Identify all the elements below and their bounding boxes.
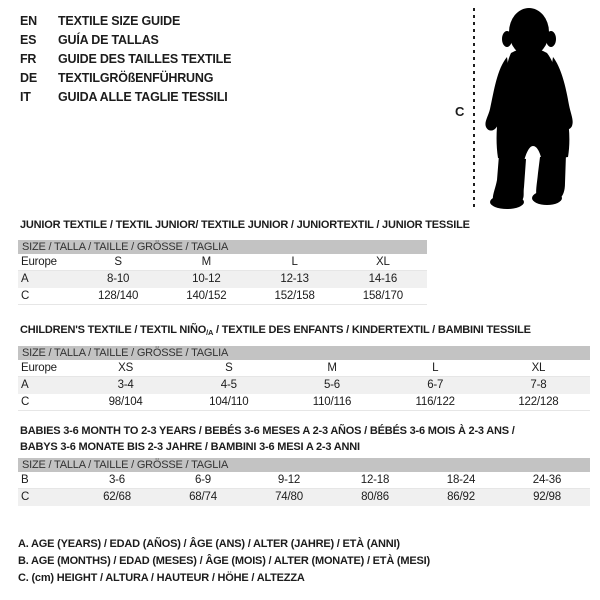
size-cell: 12-18 — [360, 474, 390, 486]
junior-table-title: JUNIOR TEXTILE / TEXTIL JUNIOR/ TEXTILE JUNIOR / JUNIORTEXTIL / JUNIOR TESSILE — [20, 219, 470, 231]
language-row-de — [20, 69, 231, 88]
size-cell: L — [432, 362, 439, 374]
size-cell: 6-9 — [194, 474, 212, 486]
size-cell: XL — [531, 362, 546, 374]
language-title: GUIDA ALLE TAGLIE TESSILI — [58, 90, 228, 104]
size-cell: 4-5 — [220, 379, 237, 391]
babies-table-title — [20, 423, 515, 455]
size-cell: 128/140 — [98, 290, 139, 302]
language-title: GUÍA DE TALLAS — [58, 33, 159, 47]
language-row-fr — [20, 50, 231, 69]
size-cell: 3-6 — [108, 474, 126, 486]
size-header-bar: SIZE / TALLA / TAILLE / GRÖSSE / TAGLIA — [18, 240, 427, 254]
size-cell: S — [225, 362, 233, 374]
size-cell: 110/116 — [312, 396, 352, 408]
size-cell: 80/86 — [361, 491, 389, 503]
size-cell: 7-8 — [530, 379, 547, 391]
legend-line-a: A. AGE (YEARS) / EDAD (AÑOS) / ÂGE (ANS) / ALTER (JAHRE) / ETÀ (ANNI) — [18, 538, 400, 550]
size-cell: S — [114, 256, 122, 268]
size-cell: XL — [376, 256, 390, 268]
size-cell: M — [201, 256, 212, 268]
language-row-en — [20, 12, 231, 31]
children-title-post: / TEXTILE DES ENFANTS / KINDERTEXTIL / BAMBINI TESSILE — [213, 324, 531, 336]
size-cell: 18-24 — [446, 474, 476, 486]
size-cell: 140/152 — [186, 290, 227, 302]
babies-title-line1: BABIES 3-6 MONTH TO 2-3 YEARS / BEBÉS 3-6 MESES A 2-3 AÑOS / BÉBÉS 3-6 MOIS À 2-3 ANS / — [20, 425, 515, 437]
table-row-age — [18, 377, 590, 394]
row-label-cell: C — [21, 290, 30, 302]
babies-title-line2: BABYS 3-6 MONATE BIS 2-3 JAHRE / BAMBINI 3-6 MESI A 2-3 ANNI — [20, 441, 360, 453]
size-cell: 6-7 — [427, 379, 444, 391]
size-cell: 24-36 — [532, 474, 562, 486]
baby-silhouette-icon — [481, 5, 593, 210]
language-code: DE — [20, 71, 37, 85]
size-cell: 10-12 — [192, 273, 221, 285]
size-header-bar: SIZE / TALLA / TAILLE / GRÖSSE / TAGLIA — [18, 458, 590, 472]
table-row-europe — [18, 360, 590, 377]
children-title-pre: CHILDREN'S TEXTILE / TEXTIL NIÑO — [20, 324, 207, 336]
size-cell: 86/92 — [447, 491, 475, 503]
row-label-cell: A — [21, 379, 29, 391]
table-row-height — [18, 489, 590, 506]
size-cell: 116/122 — [415, 396, 455, 408]
language-code: EN — [20, 14, 37, 28]
size-cell: 122/128 — [518, 396, 559, 408]
row-label-cell: C — [21, 491, 30, 503]
legend-line-c: C. (cm) HEIGHT / ALTURA / HAUTEUR / HÖHE / ALTEZZA — [18, 572, 305, 584]
size-cell: 92/98 — [533, 491, 561, 503]
junior-size-table — [18, 240, 427, 305]
language-title: GUIDE DES TAILLES TEXTILE — [58, 52, 232, 66]
size-cell: 68/74 — [189, 491, 217, 503]
height-label-c: C — [455, 104, 465, 119]
size-cell: 8-10 — [107, 273, 130, 285]
size-cell: 104/110 — [209, 396, 249, 408]
row-label-cell: Europe — [21, 362, 57, 374]
table-row-europe — [18, 254, 427, 271]
babies-size-table — [18, 458, 590, 506]
measurement-legend — [18, 536, 430, 587]
size-cell: 9-12 — [277, 474, 301, 486]
size-cell: 74/80 — [275, 491, 303, 503]
size-header-bar: SIZE / TALLA / TAILLE / GRÖSSE / TAGLIA — [18, 346, 590, 360]
language-row-it — [20, 88, 231, 107]
size-cell: L — [291, 256, 298, 268]
language-code: FR — [20, 52, 37, 66]
size-cell: M — [327, 362, 337, 374]
children-size-table — [18, 346, 590, 411]
language-title: TEXTILE SIZE GUIDE — [58, 14, 181, 28]
size-cell: XS — [118, 362, 134, 374]
size-cell: 152/158 — [274, 290, 315, 302]
size-cell: 62/68 — [103, 491, 131, 503]
row-label-cell: Europe — [21, 256, 57, 268]
children-table-title — [20, 322, 531, 339]
row-label-cell: A — [21, 273, 29, 285]
size-cell: 14-16 — [368, 273, 398, 285]
size-cell: 12-13 — [280, 273, 309, 285]
row-label-cell: B — [21, 474, 29, 486]
table-row-months — [18, 472, 590, 489]
table-row-height — [18, 288, 427, 305]
language-title: TEXTILGRÖßENFÜHRUNG — [58, 71, 214, 85]
height-measure-dotted-line — [473, 8, 475, 208]
table-row-age — [18, 271, 427, 288]
row-label-cell: C — [21, 396, 30, 408]
table-row-height — [18, 394, 590, 411]
children-title-subscript: /A — [206, 328, 214, 337]
legend-line-b: B. AGE (MONTHS) / EDAD (MESES) / ÂGE (MOIS) / ALTER (MONATE) / ETÀ (MESI) — [18, 555, 430, 567]
size-cell: 98/104 — [108, 396, 143, 408]
size-cell: 158/170 — [362, 290, 403, 302]
language-code: IT — [20, 90, 31, 104]
size-cell: 5-6 — [323, 379, 341, 391]
size-cell: 3-4 — [117, 379, 134, 391]
language-row-es — [20, 31, 231, 50]
language-code: ES — [20, 33, 37, 47]
language-list — [20, 12, 231, 107]
